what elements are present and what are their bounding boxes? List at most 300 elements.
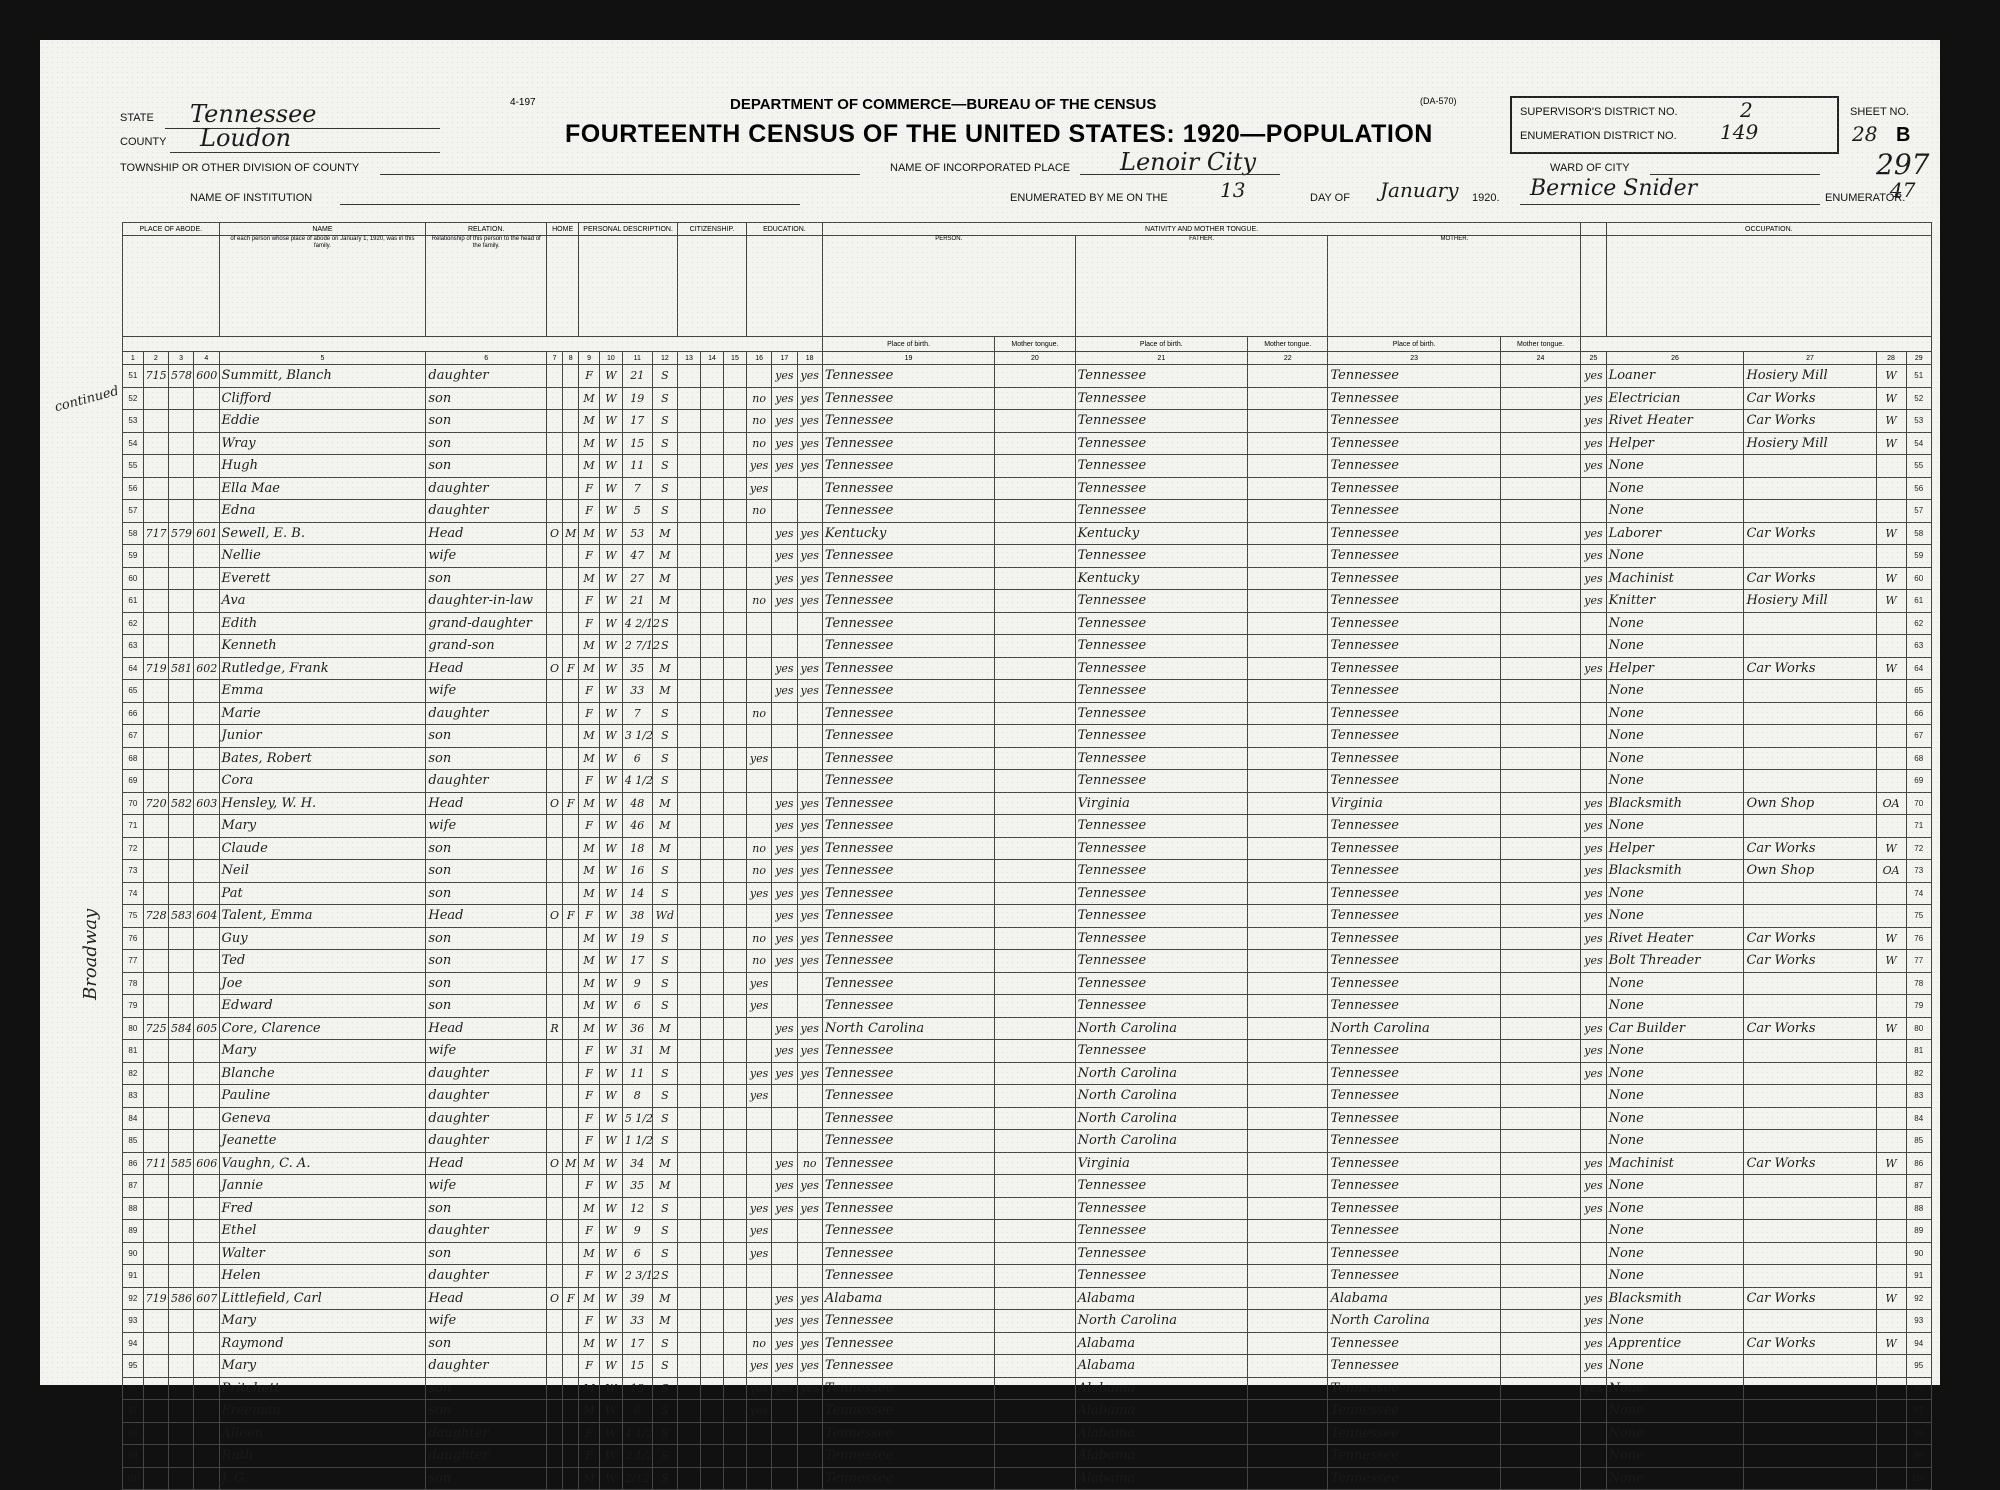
naturalization-year [723, 770, 746, 793]
line-number-right: 86 [1906, 1152, 1932, 1175]
tongue-father [1248, 1445, 1328, 1468]
birthplace-father: Tennessee [1075, 837, 1247, 860]
dwelling-number [168, 680, 193, 703]
column-number: 3 [168, 352, 193, 365]
tongue-mother [1500, 905, 1580, 928]
sex: F [579, 1445, 600, 1468]
birthplace-mother: Tennessee [1328, 1107, 1500, 1130]
tongue-person [995, 1355, 1075, 1378]
able-to-read [772, 1130, 797, 1153]
tongue-father [1248, 522, 1328, 545]
family-number [194, 1377, 219, 1400]
birthplace-person: Tennessee [822, 905, 994, 928]
marital-status: S [652, 1445, 677, 1468]
speaks-english [1581, 635, 1606, 658]
marital-status: M [652, 1152, 677, 1175]
tongue-father [1248, 770, 1328, 793]
attended-school [746, 1175, 771, 1198]
employment-class: W [1876, 567, 1906, 590]
sex: M [579, 1017, 600, 1040]
tongue-father [1248, 410, 1328, 433]
desc-name: of each person whose place of abode on January 1, 1920, was in this family. [219, 236, 426, 337]
age: 17 [622, 410, 652, 433]
line-number-right: 68 [1906, 747, 1932, 770]
sex: M [579, 522, 600, 545]
immigration-year [678, 635, 701, 658]
place-underline [1080, 174, 1280, 175]
county-value: Loudon [200, 124, 292, 152]
industry [1744, 635, 1876, 658]
line-number-right: 88 [1906, 1197, 1932, 1220]
family-number [194, 1130, 219, 1153]
industry [1744, 1040, 1876, 1063]
dwelling-number [168, 1377, 193, 1400]
industry [1744, 1310, 1876, 1333]
tongue-person [995, 1377, 1075, 1400]
age: 31 [622, 1040, 652, 1063]
birthplace-father: Alabama [1075, 1445, 1247, 1468]
person-name: Nellie [219, 545, 426, 568]
home-owned [547, 545, 563, 568]
able-to-read: yes [772, 1355, 797, 1378]
desc-home [547, 236, 579, 337]
home-mortgaged [563, 387, 579, 410]
tongue-person [995, 995, 1075, 1018]
able-to-write [797, 612, 822, 635]
speaks-english: yes [1581, 792, 1606, 815]
family-number [194, 972, 219, 995]
able-to-write: yes [797, 815, 822, 838]
industry: Car Works [1744, 1017, 1876, 1040]
employment-class: W [1876, 1332, 1906, 1355]
relation: son [426, 837, 547, 860]
speaks-english [1581, 612, 1606, 635]
sex: F [579, 612, 600, 635]
able-to-read [772, 635, 797, 658]
speaks-english: yes [1581, 1040, 1606, 1063]
naturalization-year [723, 837, 746, 860]
naturalized [700, 387, 723, 410]
employment-class [1876, 612, 1906, 635]
marital-status: M [652, 567, 677, 590]
birthplace-father: Tennessee [1075, 1242, 1247, 1265]
column-number: 16 [746, 352, 771, 365]
home-mortgaged [563, 1400, 579, 1423]
person-name: Raymond [219, 1332, 426, 1355]
immigration-year [678, 1287, 701, 1310]
dwelling-number [168, 1085, 193, 1108]
home-owned [547, 1107, 563, 1130]
occupation: Rivet Heater [1606, 927, 1744, 950]
marital-status: M [652, 657, 677, 680]
dwelling-number [168, 882, 193, 905]
occupation: None [1606, 1175, 1744, 1198]
table-row [123, 725, 1932, 748]
birthplace-father: Tennessee [1075, 500, 1247, 523]
street-number [143, 477, 168, 500]
able-to-read [772, 770, 797, 793]
line-number: 59 [123, 545, 144, 568]
employment-class: OA [1876, 792, 1906, 815]
birthplace-mother: Tennessee [1328, 410, 1500, 433]
line-number-right: 53 [1906, 410, 1932, 433]
occupation: None [1606, 882, 1744, 905]
line-number: 92 [123, 1287, 144, 1310]
occupation: Bolt Threader [1606, 950, 1744, 973]
marital-status: S [652, 455, 677, 478]
birthplace-father: Tennessee [1075, 387, 1247, 410]
age: 6 [622, 747, 652, 770]
speaks-english [1581, 680, 1606, 703]
able-to-read [772, 1400, 797, 1423]
occupation: Machinist [1606, 567, 1744, 590]
able-to-write [797, 770, 822, 793]
race: W [599, 927, 622, 950]
group-occupation: OCCUPATION. [1606, 223, 1931, 236]
relation: Head [426, 792, 547, 815]
birthplace-person: Tennessee [822, 882, 994, 905]
line-number: 60 [123, 567, 144, 590]
dwelling-number: 582 [168, 792, 193, 815]
relation: daughter-in-law [426, 590, 547, 613]
tongue-person [995, 410, 1075, 433]
industry [1744, 1422, 1876, 1445]
age: 27 [622, 567, 652, 590]
able-to-read: yes [772, 882, 797, 905]
tongue-mother [1500, 1310, 1580, 1333]
marital-status: M [652, 680, 677, 703]
subcol-pob-person: Place of birth. [822, 337, 994, 352]
dwelling-number [168, 1130, 193, 1153]
industry [1744, 1107, 1876, 1130]
desc-citizenship [678, 236, 747, 337]
family-number [194, 995, 219, 1018]
able-to-write: yes [797, 837, 822, 860]
industry [1744, 612, 1876, 635]
immigration-year [678, 365, 701, 388]
tongue-mother [1500, 1355, 1580, 1378]
occupation: None [1606, 1445, 1744, 1468]
naturalized [700, 477, 723, 500]
person-name: Junior [219, 725, 426, 748]
attended-school [746, 725, 771, 748]
subcol-spacer-right [1581, 337, 1932, 352]
street-number [143, 837, 168, 860]
able-to-read [772, 1107, 797, 1130]
race: W [599, 815, 622, 838]
speaks-english: yes [1581, 905, 1606, 928]
birthplace-father: Alabama [1075, 1377, 1247, 1400]
able-to-write [797, 995, 822, 1018]
able-to-write [797, 1130, 822, 1153]
employment-class: W [1876, 837, 1906, 860]
sex: M [579, 860, 600, 883]
relation: wife [426, 815, 547, 838]
able-to-read [772, 1085, 797, 1108]
header-desc-row [123, 236, 1932, 337]
table-row [123, 1175, 1932, 1198]
dwelling-number [168, 950, 193, 973]
race: W [599, 1332, 622, 1355]
age: 2 3/12 [622, 1265, 652, 1288]
line-number-right: 87 [1906, 1175, 1932, 1198]
industry [1744, 500, 1876, 523]
home-owned [547, 1242, 563, 1265]
person-name: Claude [219, 837, 426, 860]
line-number-right: 80 [1906, 1017, 1932, 1040]
marital-status: S [652, 1400, 677, 1423]
speaks-english: yes [1581, 1175, 1606, 1198]
occupation: Knitter [1606, 590, 1744, 613]
immigration-year [678, 657, 701, 680]
tongue-mother [1500, 860, 1580, 883]
speaks-english: yes [1581, 950, 1606, 973]
table-row [123, 612, 1932, 635]
naturalized [700, 1152, 723, 1175]
attended-school: no [746, 410, 771, 433]
table-row [123, 860, 1932, 883]
dwelling-number [168, 455, 193, 478]
industry [1744, 702, 1876, 725]
race: W [599, 770, 622, 793]
sex: F [579, 1107, 600, 1130]
age: 1 1/2 [622, 1130, 652, 1153]
home-owned [547, 1085, 563, 1108]
naturalized [700, 612, 723, 635]
home-owned [547, 1310, 563, 1333]
home-owned [547, 972, 563, 995]
tongue-person [995, 815, 1075, 838]
home-mortgaged: F [563, 905, 579, 928]
age: 7 [622, 702, 652, 725]
person-name: Mary [219, 1355, 426, 1378]
birthplace-father: Tennessee [1075, 882, 1247, 905]
attended-school [746, 1107, 771, 1130]
naturalization-year [723, 1152, 746, 1175]
person-name: Sewell, E. B. [219, 522, 426, 545]
sex: M [579, 657, 600, 680]
birthplace-person: Tennessee [822, 1310, 994, 1333]
employment-class [1876, 500, 1906, 523]
home-mortgaged [563, 815, 579, 838]
tongue-father [1248, 1175, 1328, 1198]
home-mortgaged [563, 545, 579, 568]
street-number [143, 1332, 168, 1355]
attended-school [746, 792, 771, 815]
able-to-read: yes [772, 680, 797, 703]
home-mortgaged [563, 1242, 579, 1265]
attended-school [746, 365, 771, 388]
census-sheet [40, 40, 1940, 1486]
line-number-right: 98 [1906, 1422, 1932, 1445]
tongue-person [995, 365, 1075, 388]
immigration-year [678, 770, 701, 793]
naturalization-year [723, 725, 746, 748]
marital-status: S [652, 365, 677, 388]
tongue-mother [1500, 612, 1580, 635]
line-number: 51 [123, 365, 144, 388]
home-mortgaged: F [563, 792, 579, 815]
desc-mother: MOTHER. [1328, 236, 1581, 337]
desc-abode [123, 236, 220, 337]
birthplace-person: Tennessee [822, 1040, 994, 1063]
birthplace-father: Tennessee [1075, 657, 1247, 680]
attended-school: yes [746, 1355, 771, 1378]
able-to-write: yes [797, 1175, 822, 1198]
able-to-write: yes [797, 387, 822, 410]
marital-status: S [652, 635, 677, 658]
home-mortgaged [563, 1445, 579, 1468]
family-number [194, 1467, 219, 1490]
immigration-year [678, 1355, 701, 1378]
birthplace-father: Kentucky [1075, 567, 1247, 590]
supervisor-label: SUPERVISOR'S DISTRICT NO. [1520, 106, 1678, 118]
dwelling-number [168, 1242, 193, 1265]
marital-status: M [652, 837, 677, 860]
able-to-write: yes [797, 1017, 822, 1040]
occupation: Helper [1606, 657, 1744, 680]
relation: son [426, 747, 547, 770]
industry [1744, 747, 1876, 770]
family-number [194, 567, 219, 590]
group-nativity: NATIVITY AND MOTHER TONGUE. [822, 223, 1580, 236]
attended-school [746, 1287, 771, 1310]
able-to-write [797, 702, 822, 725]
birthplace-mother: Tennessee [1328, 1175, 1500, 1198]
speaks-english [1581, 1400, 1606, 1423]
street-number [143, 680, 168, 703]
table-row [123, 455, 1932, 478]
dwelling-number [168, 1107, 193, 1130]
employment-class [1876, 1400, 1906, 1423]
street-number [143, 612, 168, 635]
person-name: Ted [219, 950, 426, 973]
able-to-write [797, 500, 822, 523]
dwelling-number [168, 725, 193, 748]
naturalized [700, 1175, 723, 1198]
sex: M [579, 747, 600, 770]
family-number [194, 680, 219, 703]
age: 15 [622, 1355, 652, 1378]
marital-status: S [652, 1085, 677, 1108]
occupation: None [1606, 1265, 1744, 1288]
naturalization-year [723, 927, 746, 950]
relation: daughter [426, 770, 547, 793]
birthplace-person: Tennessee [822, 432, 994, 455]
enumerated-label: ENUMERATED BY ME ON THE [1010, 192, 1168, 204]
tongue-mother [1500, 1107, 1580, 1130]
naturalized [700, 837, 723, 860]
birthplace-mother: Tennessee [1328, 365, 1500, 388]
occupation: None [1606, 1377, 1744, 1400]
attended-school [746, 1130, 771, 1153]
able-to-read [772, 1242, 797, 1265]
line-number-right: 81 [1906, 1040, 1932, 1063]
line-number: 58 [123, 522, 144, 545]
naturalization-year [723, 1017, 746, 1040]
able-to-write: yes [797, 680, 822, 703]
immigration-year [678, 410, 701, 433]
tongue-father [1248, 882, 1328, 905]
tongue-mother [1500, 1332, 1580, 1355]
industry [1744, 882, 1876, 905]
naturalization-year [723, 747, 746, 770]
relation: son [426, 410, 547, 433]
line-number-right: 69 [1906, 770, 1932, 793]
employment-class [1876, 455, 1906, 478]
able-to-write: yes [797, 882, 822, 905]
column-number: 29 [1906, 352, 1932, 365]
tongue-father [1248, 567, 1328, 590]
race: W [599, 950, 622, 973]
able-to-write: yes [797, 545, 822, 568]
marital-status: S [652, 1265, 677, 1288]
street-number: 720 [143, 792, 168, 815]
age: 11 [622, 1062, 652, 1085]
employment-class [1876, 477, 1906, 500]
race: W [599, 1197, 622, 1220]
family-number: 606 [194, 1152, 219, 1175]
family-number [194, 1197, 219, 1220]
home-mortgaged: M [563, 522, 579, 545]
institution-label: NAME OF INSTITUTION [190, 192, 313, 204]
birthplace-person: Tennessee [822, 1152, 994, 1175]
birthplace-mother: Tennessee [1328, 1445, 1500, 1468]
race: W [599, 1265, 622, 1288]
speaks-english: yes [1581, 860, 1606, 883]
person-name: Everett [219, 567, 426, 590]
street-number [143, 387, 168, 410]
tongue-mother [1500, 500, 1580, 523]
tongue-person [995, 500, 1075, 523]
attended-school: yes [746, 1400, 771, 1423]
occupation: Apprentice [1606, 1332, 1744, 1355]
birthplace-mother: Tennessee [1328, 477, 1500, 500]
line-number-right: 56 [1906, 477, 1932, 500]
tongue-father [1248, 792, 1328, 815]
industry [1744, 1355, 1876, 1378]
birthplace-mother: Tennessee [1328, 770, 1500, 793]
naturalization-year [723, 702, 746, 725]
column-number-row [123, 352, 1932, 365]
occupation: None [1606, 1242, 1744, 1265]
person-name: Wray [219, 432, 426, 455]
tongue-father [1248, 590, 1328, 613]
relation: son [426, 455, 547, 478]
able-to-read: yes [772, 432, 797, 455]
marital-status: S [652, 1242, 677, 1265]
home-mortgaged [563, 1220, 579, 1243]
street-number [143, 725, 168, 748]
tongue-person [995, 1287, 1075, 1310]
state-value: Tennessee [190, 100, 317, 128]
line-number: 89 [123, 1220, 144, 1243]
family-number [194, 477, 219, 500]
speaks-english [1581, 1265, 1606, 1288]
birthplace-mother: Tennessee [1328, 972, 1500, 995]
tongue-person [995, 522, 1075, 545]
able-to-read: yes [772, 1062, 797, 1085]
birthplace-mother: Tennessee [1328, 1467, 1500, 1490]
tongue-father [1248, 477, 1328, 500]
age: 35 [622, 1175, 652, 1198]
occupation: Loaner [1606, 365, 1744, 388]
occupation: Helper [1606, 432, 1744, 455]
street-number [143, 545, 168, 568]
sex: M [579, 927, 600, 950]
industry: Car Works [1744, 927, 1876, 950]
line-number-right: 85 [1906, 1130, 1932, 1153]
